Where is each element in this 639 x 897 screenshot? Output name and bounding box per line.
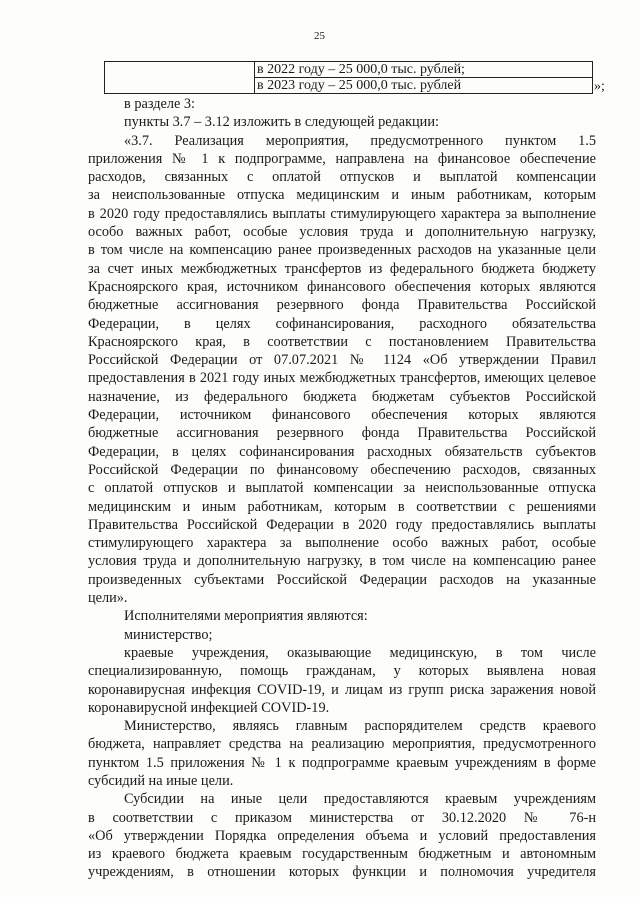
budget-table (104, 61, 593, 94)
text-line: произведенных субъектами Российской Федерации расходов на указанные (88, 571, 596, 588)
text-line: специализированную, помощь гражданам, у которых выявлена новая (88, 663, 596, 680)
text-line: бюджетные ассигнования резервного фонда Правительства Российской (88, 297, 596, 314)
text-line: с оплатой отпусков и выплатой компенсации за неиспользованные отпуска (88, 480, 596, 497)
text-line: особо важных работ, особые условия труда и дополнительную нагрузку, (88, 224, 596, 241)
text-line: расходов, связанных с оплатой отпусков и выплатой компенсации (88, 169, 596, 186)
text-line: коронавирусной инфекцией COVID-19. (88, 699, 330, 716)
table-cell-value: в 2022 году – 25 000,0 тыс. рублей; (255, 62, 593, 78)
text-line: за счет иных межбюджетных трансфертов из федерального бюджета бюджету (88, 260, 596, 277)
text-line: из краевого бюджета краевым государственным бюджетным и автономным (88, 846, 596, 863)
text-line: пункты 3.7 – 3.12 изложить в следующей редакции: (124, 114, 439, 131)
page-number: 25 (314, 30, 325, 42)
text-line: медицинским и иным работникам, которым в соответствии с решениями (88, 498, 596, 515)
text-line: в соответствии с приказом министерства от 30.12.2020 № 76-н (88, 809, 596, 826)
text-line: Федерации, в целях софинансирования, расходного обязательства (88, 315, 596, 332)
text-line: Министерство, являясь главным распорядителем средств краевого (124, 718, 596, 735)
text-line: в разделе 3: (124, 96, 196, 112)
table-row (105, 62, 593, 78)
text-line: Российской Федерации от 07.07.2021 № 1124 «Об утверждении Правил (88, 352, 596, 369)
text-line: «3.7. Реализация мероприятия, предусмотренного пунктом 1.5 (124, 132, 596, 149)
text-line: цели». (88, 590, 128, 607)
text-line: учреждениям, в отношении которых функции и полномочия учредителя (88, 864, 596, 881)
text-line: условия труда и дополнительную нагрузку, в том числе на компенсацию ранее (88, 553, 596, 570)
text-line: краевые учреждения, оказывающие медицинскую, в том числе (124, 644, 596, 661)
text-line: Федерации, в целях софинансирования расходных обязательств субъектов (88, 443, 596, 460)
text-line: министерство; (124, 626, 213, 643)
text-line: в 2020 году предоставлялись выплаты стимулирующего характера за выполнение (88, 205, 596, 222)
table-closing-quote: »; (594, 79, 605, 94)
text-line: за неиспользованные отпуска медицинским и иным работникам, которым (88, 187, 596, 204)
text-line: стимулирующего характера за выполнение особо важных работ, особые (88, 535, 596, 552)
table-cell-value: в 2023 году – 25 000,0 тыс. рублей (255, 78, 593, 94)
text-line: «Об утверждении Порядка определения объема и условий предоставления (88, 827, 596, 844)
text-line: в том числе на компенсацию ранее произведенных расходов на указанные цели (88, 242, 596, 259)
text-line: Российской Федерации по финансовому обеспечению расходов, связанных (88, 461, 596, 478)
table-cell-empty (105, 62, 255, 94)
text-line: субсидий на иные цели. (88, 772, 234, 789)
text-line: Красноярского края, в соответствии с постановлением Правительства (88, 333, 596, 350)
text-line: предоставления в 2021 году иных межбюджетных трансфертов, имеющих целевое (88, 370, 596, 387)
text-line: назначение, из федерального бюджета бюджетам субъектов Российской (88, 388, 596, 405)
text-line: Федерации, источником финансового обеспечения которых являются (88, 407, 596, 424)
text-line: Субсидии на иные цели предоставляются краевым учреждениям (124, 791, 596, 808)
text-line: Правительства Российской Федерации в 2020 году предоставлялись выплаты (88, 516, 596, 533)
text-line: Красноярского края, источником финансового обеспечения которых являются (88, 278, 596, 295)
text-line: Исполнителями мероприятия являются: (124, 608, 368, 625)
document-body (88, 95, 596, 882)
text-line: коронавирусная инфекция COVID-19, и лицам из групп риска заражения новой (88, 681, 596, 698)
text-line: приложения № 1 к подпрограмме, направлена на финансовое обеспечение (88, 150, 596, 167)
text-line: бюджетные ассигнования резервного фонда Правительства Российской (88, 425, 596, 442)
text-line: бюджета, направляет средства на реализацию мероприятия, предусмотренного (88, 736, 596, 753)
text-line: пунктом 1.5 приложения № 1 к подпрограмме краевым учреждениям в форме (88, 754, 596, 771)
